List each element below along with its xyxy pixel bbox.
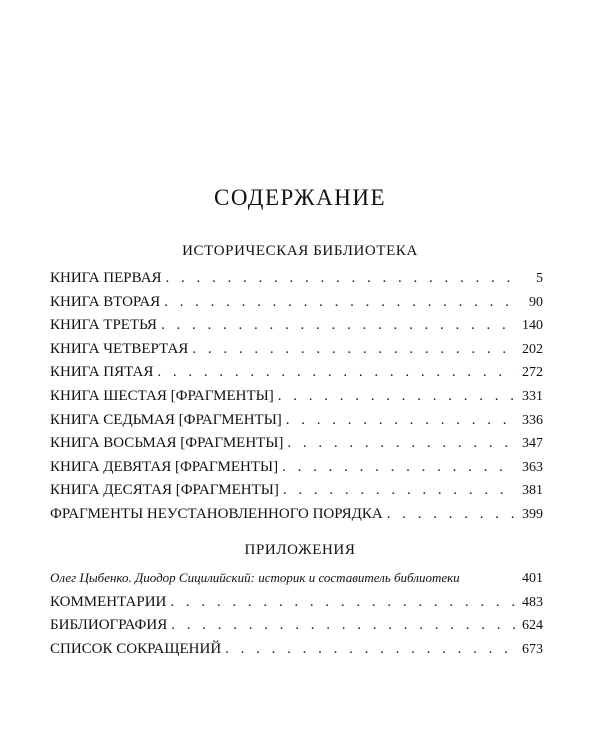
dot-leader bbox=[387, 506, 515, 523]
toc-entry-label: КНИГА ПЕРВАЯ bbox=[50, 270, 162, 286]
toc-entry-page: 5 bbox=[536, 271, 543, 286]
toc-entry[interactable] bbox=[50, 412, 543, 436]
dot-leader bbox=[171, 617, 515, 634]
dot-leader bbox=[282, 459, 515, 476]
toc-entry-page: 90 bbox=[529, 294, 543, 310]
section-heading-library: ИСТОРИЧЕСКАЯ БИБЛИОТЕКА bbox=[182, 243, 418, 259]
toc-entry[interactable] bbox=[50, 294, 543, 318]
toc-entry-page: 363 bbox=[522, 459, 543, 475]
toc-entry-page: 401 bbox=[522, 571, 543, 586]
dot-leader bbox=[157, 364, 515, 381]
toc-entry-page: 483 bbox=[522, 594, 543, 610]
toc-entry-label: КНИГА ВОСЬМАЯ [ФРАГМЕНТЫ] bbox=[50, 435, 284, 452]
toc-entry-page: 399 bbox=[522, 506, 543, 522]
dot-leader bbox=[164, 294, 515, 311]
toc-entry-page: 331 bbox=[522, 388, 543, 404]
toc-entry[interactable] bbox=[50, 641, 543, 665]
toc-entry-page: 140 bbox=[522, 318, 543, 334]
toc-entry-label: КОММЕНТАРИИ bbox=[50, 593, 167, 610]
toc-entry[interactable] bbox=[50, 270, 543, 294]
dot-leader bbox=[170, 594, 515, 611]
dot-leader bbox=[278, 388, 515, 405]
section-heading-appendices: ПРИЛОЖЕНИЯ bbox=[244, 542, 356, 558]
toc-entry[interactable] bbox=[50, 617, 543, 641]
toc-list-library bbox=[50, 270, 543, 530]
toc-entry-label: КНИГА ШЕСТАЯ [ФРАГМЕНТЫ] bbox=[50, 387, 274, 404]
toc-entry-page: 381 bbox=[522, 483, 543, 499]
toc-entry-label: КНИГА ТРЕТЬЯ bbox=[50, 317, 157, 334]
toc-entry-label: КНИГА ПЯТАЯ bbox=[50, 364, 154, 381]
toc-entry-page: 202 bbox=[522, 341, 543, 357]
dot-leader bbox=[283, 482, 515, 499]
toc-list-appendices bbox=[50, 570, 543, 664]
toc-entry-label: СПИСОК СОКРАЩЕНИЙ bbox=[50, 640, 222, 657]
toc-entry[interactable] bbox=[50, 317, 543, 341]
dot-leader bbox=[225, 641, 515, 658]
toc-entry[interactable] bbox=[50, 364, 543, 388]
toc-entry-label: БИБЛИОГРАФИЯ bbox=[50, 617, 168, 634]
toc-entry-label: Олег Цыбенко. Диодор Сицилийский: историк и составитель библиотеки bbox=[50, 570, 460, 585]
dot-leader bbox=[166, 270, 515, 287]
dot-leader bbox=[192, 341, 515, 358]
toc-entry-page: 673 bbox=[522, 641, 543, 657]
toc-entry-label: КНИГА ЧЕТВЕРТАЯ bbox=[50, 340, 189, 357]
toc-entry[interactable] bbox=[50, 435, 543, 459]
toc-entry[interactable] bbox=[50, 459, 543, 483]
toc-entry-page: 347 bbox=[522, 436, 543, 452]
toc-entry[interactable] bbox=[50, 570, 543, 594]
toc-entry[interactable] bbox=[50, 341, 543, 365]
toc-entry-page: 624 bbox=[522, 618, 543, 634]
toc-entry[interactable] bbox=[50, 506, 543, 530]
toc-entry[interactable] bbox=[50, 388, 543, 412]
toc-entry-label: КНИГА ДЕВЯТАЯ [ФРАГМЕНТЫ] bbox=[50, 458, 279, 475]
dot-leader bbox=[287, 435, 515, 452]
toc-entry-label: КНИГА ДЕСЯТАЯ [ФРАГМЕНТЫ] bbox=[50, 482, 279, 499]
toc-entry-label: ФРАГМЕНТЫ НЕУСТАНОВЛЕННОГО ПОРЯДКА bbox=[50, 505, 383, 522]
toc-entry-label: КНИГА СЕДЬМАЯ [ФРАГМЕНТЫ] bbox=[50, 411, 282, 428]
dot-leader bbox=[161, 317, 515, 334]
toc-entry-page: 272 bbox=[522, 365, 543, 381]
page-title: СОДЕРЖАНИЕ bbox=[213, 185, 386, 210]
toc-entry[interactable] bbox=[50, 482, 543, 506]
toc-entry[interactable] bbox=[50, 594, 543, 618]
toc-entry-label: КНИГА ВТОРАЯ bbox=[50, 293, 161, 310]
dot-leader bbox=[286, 412, 515, 429]
toc-entry-page: 336 bbox=[522, 412, 543, 428]
